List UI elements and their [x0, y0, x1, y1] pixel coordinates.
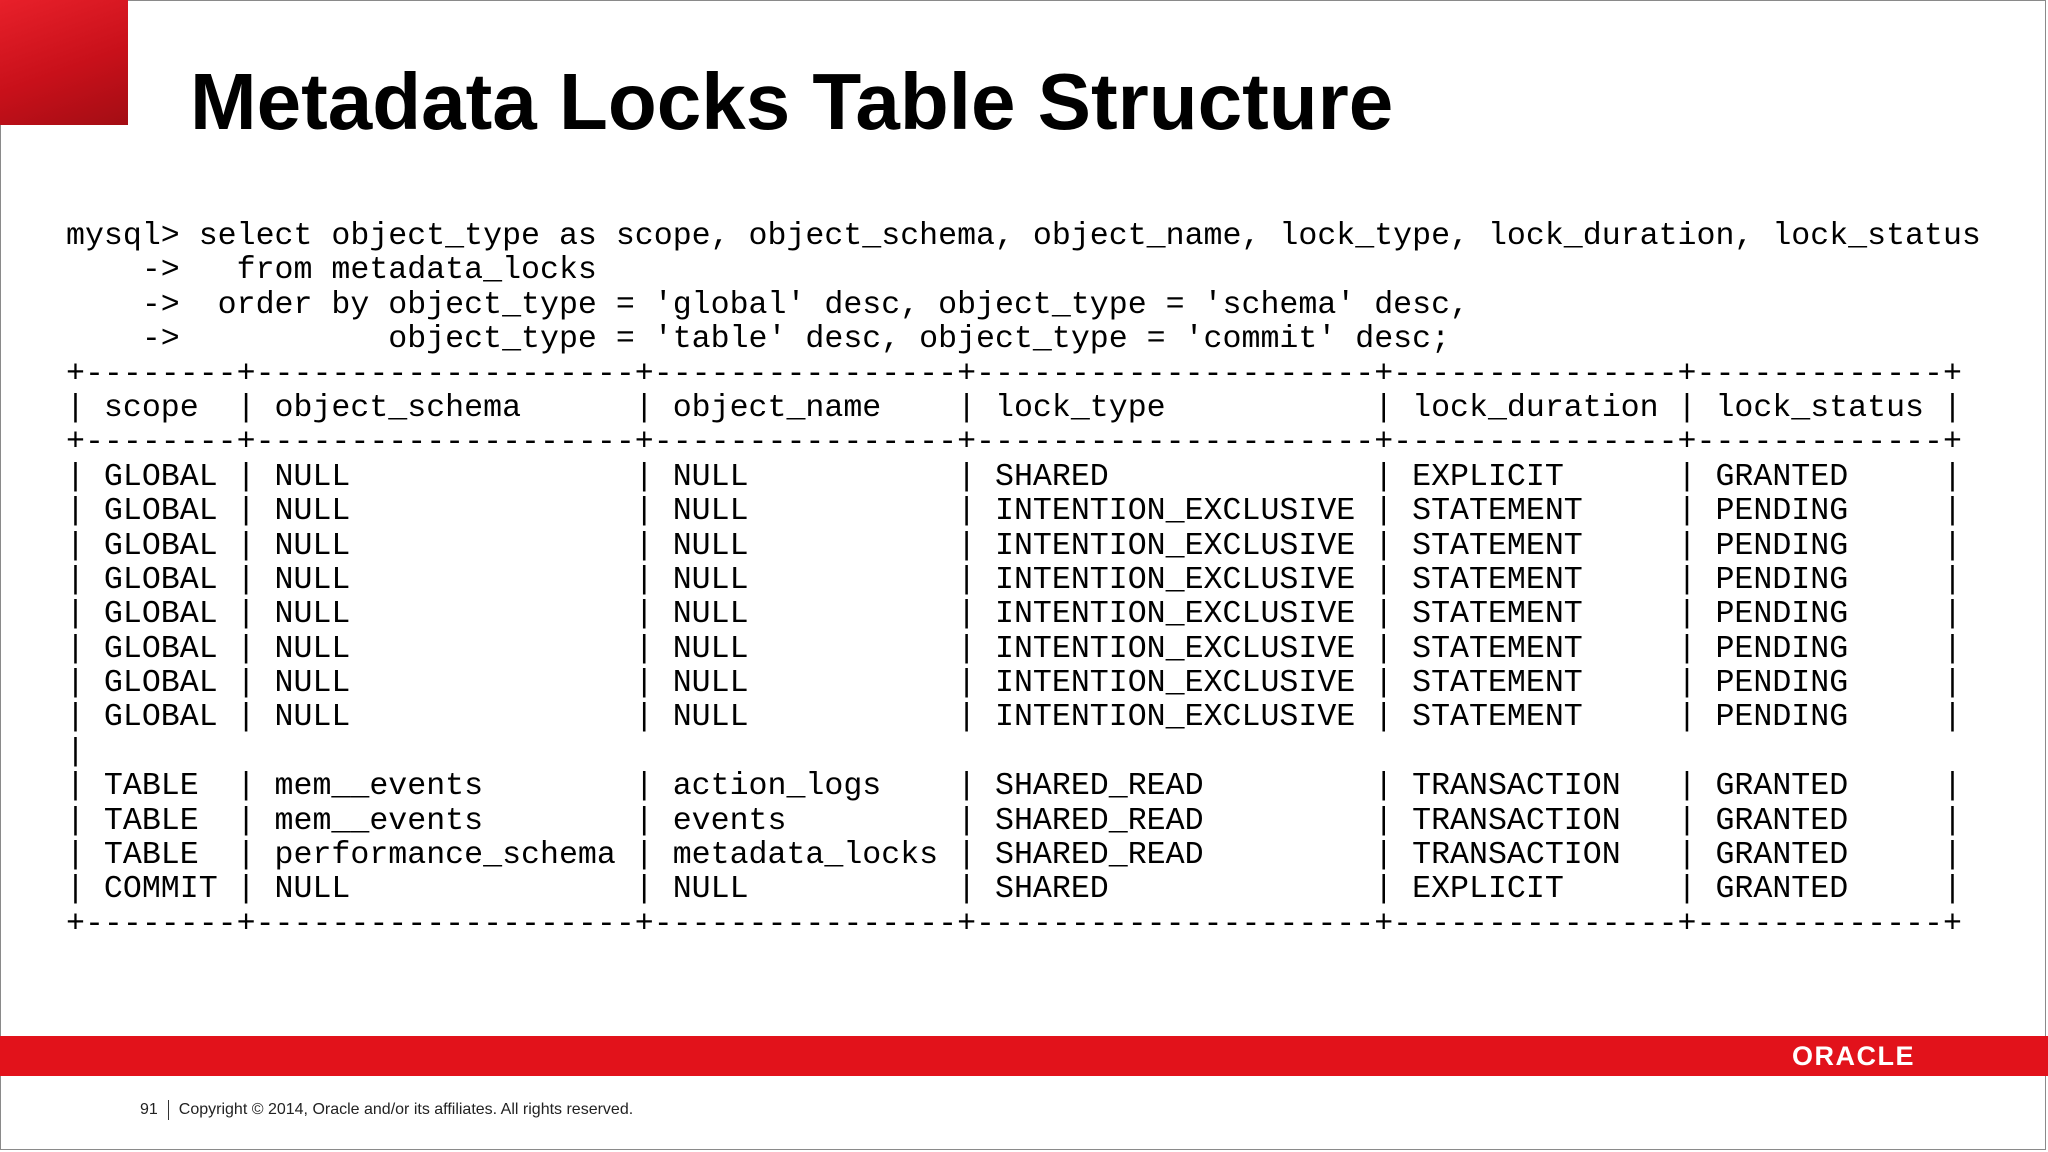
table-row: | GLOBAL | NULL | NULL | SHARED | EXPLICIT | GRANTED |: [66, 459, 1962, 495]
query-line-4: -> object_type = 'table' desc, object_type = 'commit' desc;: [66, 322, 1451, 358]
table-row: | GLOBAL | NULL | NULL | INTENTION_EXCLUSIVE | STATEMENT | PENDING |: [66, 700, 1962, 736]
table-row: | GLOBAL | NULL | NULL | INTENTION_EXCLUSIVE | STATEMENT | PENDING |: [66, 562, 1962, 598]
table-border-top: +--------+--------------------+----------------+---------------------+---------------+-------------+: [66, 356, 1962, 392]
slide-title: Metadata Locks Table Structure: [190, 57, 1394, 146]
table-row: | GLOBAL | NULL | NULL | INTENTION_EXCLUSIVE | STATEMENT | PENDING |: [66, 597, 1962, 633]
page-number: 91: [140, 1101, 158, 1118]
table-row: | GLOBAL | NULL | NULL | INTENTION_EXCLUSIVE | STATEMENT | PENDING |: [66, 666, 1962, 702]
table-row: | GLOBAL | NULL | NULL | INTENTION_EXCLUSIVE | STATEMENT | PENDING |: [66, 528, 1962, 564]
table-row: | TABLE | mem__events | action_logs | SHARED_READ | TRANSACTION | GRANTED |: [66, 769, 1962, 805]
footer-red-bar: [0, 1036, 2048, 1076]
slide-footer: [140, 1100, 633, 1120]
red-corner-block: [0, 0, 128, 125]
oracle-logo: ORACLE: [1792, 1041, 1915, 1071]
table-row-gap: |: [66, 734, 85, 770]
footer-divider: [168, 1100, 169, 1120]
mysql-console-output: [66, 220, 1981, 942]
table-border-bottom: +--------+--------------------+----------------+---------------------+---------------+-------------+: [66, 906, 1962, 942]
table-row: | TABLE | mem__events | events | SHARED_READ | TRANSACTION | GRANTED |: [66, 803, 1962, 839]
query-line-2: -> from metadata_locks: [66, 253, 597, 289]
table-row: | TABLE | performance_schema | metadata_locks | SHARED_READ | TRANSACTION | GRANTED |: [66, 838, 1962, 874]
table-row: | COMMIT | NULL | NULL | SHARED | EXPLICIT | GRANTED |: [66, 872, 1962, 908]
table-border-header: +--------+--------------------+----------------+---------------------+---------------+-------------+: [66, 425, 1962, 461]
copyright-text: Copyright © 2014, Oracle and/or its affiliates. All rights reserved.: [178, 1101, 634, 1118]
query-line-3: -> order by object_type = 'global' desc, object_type = 'schema' desc,: [66, 287, 1469, 323]
table-row: | GLOBAL | NULL | NULL | INTENTION_EXCLUSIVE | STATEMENT | PENDING |: [66, 631, 1962, 667]
table-row: | GLOBAL | NULL | NULL | INTENTION_EXCLUSIVE | STATEMENT | PENDING |: [66, 494, 1962, 530]
query-line-1: mysql> select object_type as scope, object_schema, object_name, lock_type, lock_duration, lock_status: [66, 219, 1981, 254]
table-header-row: | scope | object_schema | object_name | lock_type | lock_duration | lock_status |: [66, 390, 1962, 426]
